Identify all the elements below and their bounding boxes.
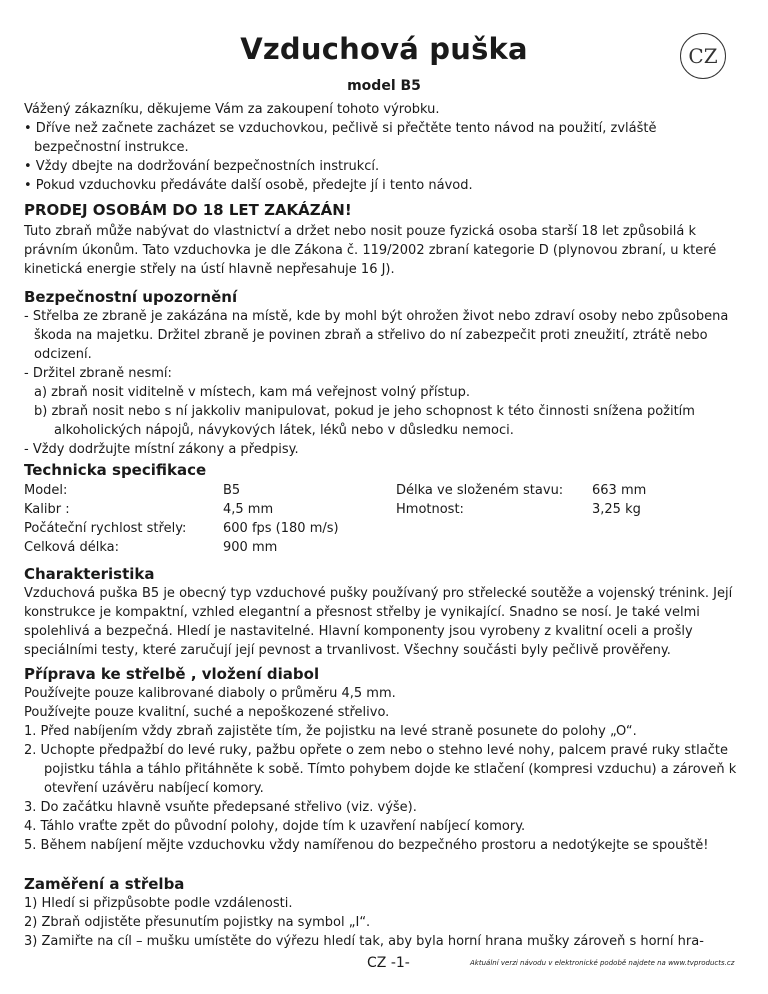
characteristics-section <box>24 564 744 660</box>
spec-value: 600 fps (180 m/s) <box>223 521 339 536</box>
safety-item: - Střelba ze zbraně je zakázána na místě, kde by mohl být ohrožen život nebo zdraví osoby nebo způsobena škoda na majetku. Držitel zbraně je povinen zbraň a střelivo do ní zabezpečit proti zneužití, ztrátě nebo odcizení. <box>24 309 729 362</box>
preparation-heading: Příprava ke střelbě , vložení diabol <box>24 665 320 683</box>
spec-label: Počáteční rychlost střely: <box>24 521 187 536</box>
intro-section <box>24 100 744 195</box>
spec-label: Model: <box>24 483 68 498</box>
page-subtitle: model B5 <box>347 78 421 94</box>
specs-labels-column-2 <box>396 481 563 519</box>
page-number: CZ -1- <box>367 955 410 971</box>
characteristics-heading: Charakteristika <box>24 565 155 583</box>
specs-heading: Technicka specifikace <box>24 461 207 479</box>
preparation-line: Používejte pouze kalibrované diaboly o průměru 4,5 mm. <box>24 686 396 701</box>
spec-value: 4,5 mm <box>223 502 274 517</box>
spec-label: Délka ve složeném stavu: <box>396 483 564 498</box>
safety-section <box>24 287 744 459</box>
safety-subitem: a) zbraň nosit viditelně v místech, kam má veřejnost volný přístup. <box>34 385 471 400</box>
safety-subitem: b) zbraň nosit nebo s ní jakkoliv manipulovat, pokud je jeho schopnost k této činnosti snížena požitím alkoholických nápojů, návykových látek, léků nebo v důsledku nemoci. <box>34 404 695 438</box>
specs-heading-block <box>24 460 744 480</box>
aiming-heading: Zaměření a střelba <box>24 875 185 893</box>
safety-item: - Držitel zbraně nesmí: <box>24 366 172 381</box>
page-title: Vzduchová puška <box>240 32 528 66</box>
spec-value: 663 mm <box>592 483 647 498</box>
preparation-line: Používejte pouze kvalitní, suché a nepoškozené střelivo. <box>24 705 390 720</box>
language-badge: CZ <box>680 33 726 79</box>
spec-value: B5 <box>223 483 241 498</box>
spec-label: Celková délka: <box>24 540 120 555</box>
specs-values-column-2 <box>592 481 646 519</box>
spec-value: 900 mm <box>223 540 278 555</box>
aiming-step: 3) Zamiřte na cíl – mušku umístěte do výřezu hledí tak, aby byla horní hrana mušky zároveň s horní hra- <box>24 934 704 949</box>
preparation-section <box>24 664 744 855</box>
intro-bullet: • Pokud vzduchovku předáváte další osobě, předejte jí i tento návod. <box>24 178 473 193</box>
intro-bullet: • Dříve než začnete zacházet se vzduchovkou, pečlivě si přečtěte tento návod na použití, zvláště bezpečnostní instrukce. <box>24 121 657 155</box>
spec-label: Kalibr : <box>24 502 70 517</box>
age-restriction-text: Tuto zbraň může nabývat do vlastnictví a držet nebo nosit pouze fyzická osoba starší 18 let způsobilá k právním úkonům. Tato vzduchovka je dle Zákona č. 119/2002 zbraní kategorie D (plynovou zbraní, u které kinetická energie střely na ústí hlavně nepřesahuje 16 J). <box>24 224 717 277</box>
intro-bullet: • Vždy dbejte na dodržování bezpečnostních instrukcí. <box>24 159 380 174</box>
specs-values-column <box>223 481 339 557</box>
footer-note: Aktuální verzi návodu v elektronické podobě najdete na www.tvproducts.cz <box>470 959 735 967</box>
specs-labels-column <box>24 481 186 557</box>
aiming-step: 1) Hledí si přizpůsobte podle vzdálenosti. <box>24 896 293 911</box>
safety-heading: Bezpečnostní upozornění <box>24 288 238 306</box>
aiming-step: 2) Zbraň odjistěte přesunutím pojistky na symbol „I“. <box>24 915 371 930</box>
safety-item: - Vždy dodržujte místní zákony a předpisy. <box>24 442 299 457</box>
age-restriction-section <box>24 200 744 279</box>
spec-label: Hmotnost: <box>396 502 464 517</box>
preparation-step: 2. Uchopte předpažbí do levé ruky, pažbu opřete o zem nebo o stehno levé nohy, palcem pravé ruky stlačte pojistku táhla a táhlo přitáhněte k sobě. Tímto pohybem dojde ke stlačení (kompresi vzduchu) a zároveň k otevření uzávěru nabíjecí komory. <box>24 743 737 796</box>
preparation-step: 1. Před nabíjením vždy zbraň zajistěte tím, že pojistku na levé straně posunete do polohy „O“. <box>24 724 637 739</box>
age-restriction-heading: PRODEJ OSOBÁM DO 18 LET ZAKÁZÁN! <box>24 201 352 219</box>
preparation-step: 3. Do začátku hlavně vsuňte předepsané střelivo (viz. výše). <box>24 800 417 815</box>
preparation-step: 4. Táhlo vraťte zpět do původní polohy, dojde tím k uzavření nabíjecí komory. <box>24 819 526 834</box>
preparation-step: 5. Během nabíjení mějte vzduchovku vždy namířenou do bezpečného prostoru a nedotýkejte se spouště! <box>24 838 709 853</box>
greeting-text: Vážený zákazníku, děkujeme Vám za zakoupení tohoto výrobku. <box>24 102 440 117</box>
aiming-section <box>24 874 744 951</box>
spec-value: 3,25 kg <box>592 502 641 517</box>
characteristics-text: Vzduchová puška B5 je obecný typ vzduchové pušky používaný pro střelecké soutěže a vojenský trénink. Její konstrukce je kompaktní, vzhled elegantní a přesnost střelby je vynikající. Snadno se nosí. Je také velmi spolehlivá a bezpečná. Hledí je nastavitelné. Hlavní komponenty jsou vyrobeny z kvalitní oceli a prošly speciálními testy, které zaručují její pevnost a trvanlivost. Všechny součásti byly pečlivě prověřeny. <box>24 586 733 658</box>
